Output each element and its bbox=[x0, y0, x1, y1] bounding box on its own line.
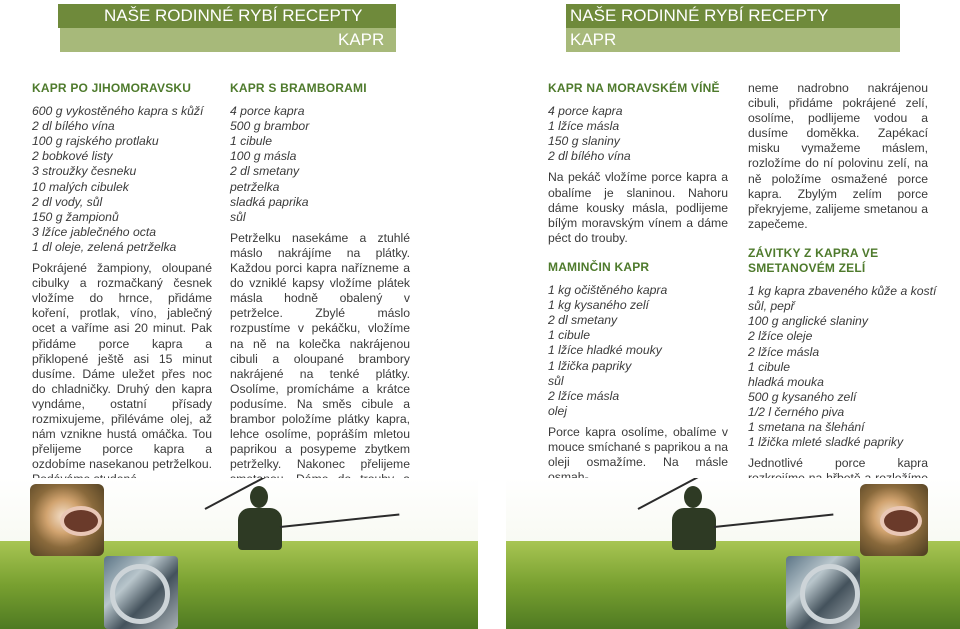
ingredient: 1 lžíce másla bbox=[548, 119, 620, 134]
recipe-instructions: Pokrájené žampiony, oloupané cibulky a rozmačkaný česnek vložíme do hrnce, přidáme koření, protlak, víno, jablečný ocet a vaříme asi 20 minut. Pak přidáme porce kapra a přiklopené ještě asi 15 minut dusíme. Dáme uležet přes noc do chladničky. Druhý den kapra vyndáme, ostatní přísady rozmixujeme, přiléváme olej, až nám vznikne hustá omáčka. Tou přelijeme porce kapra a ozdobíme nasekanou petrželkou. bbox=[32, 261, 212, 472]
ingredient: 2 bobkové listy bbox=[32, 149, 113, 164]
ingredient: 500 g kysaného zelí bbox=[748, 389, 857, 404]
ingredient: 1 lžička mleté sladké papriky bbox=[748, 435, 904, 450]
fishing-reel-photo bbox=[104, 556, 178, 629]
ingredient: 2 dl smetany bbox=[230, 164, 300, 179]
ingredient: 2 dl bílého vína bbox=[32, 119, 115, 134]
ingredient: 1 smetana na šlehání bbox=[748, 419, 865, 434]
ingredient: 1 cibule bbox=[748, 359, 791, 374]
ingredient: 4 porce kapra bbox=[230, 104, 305, 119]
left-header-subtitle: KAPR bbox=[338, 30, 385, 49]
ingredient: sladká paprika bbox=[230, 194, 309, 209]
fisherman-head bbox=[250, 486, 268, 508]
carp-mouth-photo bbox=[30, 484, 104, 556]
ingredient: 10 malých cibulek bbox=[32, 179, 129, 194]
ingredient: hladká mouka bbox=[748, 374, 824, 389]
ingredient: 3 stroužky česneku bbox=[32, 164, 137, 179]
right-header-subtitle: KAPR bbox=[570, 30, 617, 49]
right-header-title: NAŠE RODINNÉ RYBÍ RECEPTY bbox=[570, 6, 829, 25]
recipe-column-4 bbox=[748, 81, 937, 501]
ingredient: 600 g vykostěného kapra s kůží bbox=[32, 104, 204, 119]
ingredient: sůl bbox=[548, 373, 564, 388]
ingredient: 2 lžíce másla bbox=[548, 388, 620, 403]
recipe-title: KAPR NA MORAVSKÉM VÍNĚ bbox=[548, 81, 720, 95]
ingredient: 2 lžíce oleje bbox=[748, 329, 813, 344]
ingredient: petrželka bbox=[230, 179, 280, 194]
ingredient: 100 g másla bbox=[230, 149, 297, 164]
recipe-instructions: neme nadrobno nakrájenou cibuli, přidáme pokrájené zelí, osolíme, podlijeme vodou a dusíme doměkka. Zapékací misku vymažeme máslem, rozložíme do ní polovinu zelí, na ně položíme osmažené porce kapra. Zbylým zelím porce překryjeme, zalijeme smetanou a zapečeme. bbox=[748, 81, 928, 231]
fisherman-head bbox=[684, 486, 702, 508]
ingredient: 2 dl smetany bbox=[548, 313, 618, 328]
recipe-title: ZÁVITKY Z KAPRA VE SMETANOVÉM ZELÍ bbox=[748, 245, 879, 276]
recipe-column-2 bbox=[230, 81, 410, 518]
ingredient: 1 kg kapra zbaveného kůže a kostí bbox=[748, 284, 937, 299]
recipe-instructions: Na pekáč vložíme porce kapra a obalíme je slaninou. Nahoru dáme kousky másla, podlijeme bílým moravským vínem a dáme péct do trouby. bbox=[548, 170, 728, 245]
recipe-column-1 bbox=[32, 81, 212, 487]
ingredient: 150 g slaniny bbox=[548, 134, 620, 149]
ingredient: 500 g brambor bbox=[230, 119, 310, 134]
recipe-title: KAPR PO JIHOMORAVSKU bbox=[32, 81, 192, 95]
fisherman-silhouette bbox=[672, 508, 716, 550]
left-header-title: NAŠE RODINNÉ RYBÍ RECEPTY bbox=[104, 6, 363, 25]
ingredient: sůl, pepř bbox=[748, 299, 795, 314]
ingredient: 2 dl bílého vína bbox=[548, 149, 631, 164]
ingredient: olej bbox=[548, 403, 567, 418]
ingredient-list bbox=[548, 283, 728, 419]
ingredient: 1 cibule bbox=[230, 134, 273, 149]
fisherman-silhouette bbox=[238, 508, 282, 550]
ingredient: 1 dl oleje, zelená petrželka bbox=[32, 239, 177, 254]
ingredient: 1 lžička papriky bbox=[548, 358, 632, 373]
ingredient: 100 g rajského protlaku bbox=[32, 134, 159, 149]
carp-mouth-photo bbox=[860, 484, 928, 556]
ingredient: 150 g žampionů bbox=[32, 209, 119, 224]
ingredient: 4 porce kapra bbox=[548, 104, 623, 119]
ingredient-list bbox=[748, 284, 937, 450]
ingredient-list bbox=[230, 104, 410, 225]
recipe-instructions: Petrželku nasekáme a ztuhlé máslo nakrájíme na plátky. Každou porci kapra nařízneme a do vzniklé kapsy vložíme plátek másla hodně obalený v petrželce. Zbylé máslo rozpustíme v pekáčku, vložíme na ně na kolečka nakrájenou cibuli a oloupané brambory nakrájené na tenké plátky. Osolíme, promícháme a krátce podusíme. Na směs cibule a brambor položíme plátky kapra, lehce osolíme, popráším mletou paprikou a posypeme zbytkem petrželky. Nakonec přelijeme bbox=[230, 230, 410, 472]
ingredient: 100 g anglické slaniny bbox=[748, 314, 868, 329]
recipe-title: MAMINČIN KAPR bbox=[548, 259, 650, 274]
recipe-instructions: Porce kapra osolíme, obalíme v mouce smíchané s paprikou a na oleji osmažíme. Na másle bbox=[548, 424, 728, 470]
fishing-reel-photo bbox=[786, 556, 860, 629]
recipe-title: KAPR S BRAMBORAMI bbox=[230, 81, 367, 95]
ingredient: sůl bbox=[230, 209, 246, 224]
ingredient: 1 lžíce hladké mouky bbox=[548, 343, 662, 358]
ingredient: 1 kg kysaného zelí bbox=[548, 298, 649, 313]
ingredient: 1/2 l černého piva bbox=[748, 404, 845, 419]
ingredient: 1 kg očištěného kapra bbox=[548, 283, 668, 298]
recipe-column-3 bbox=[548, 81, 728, 485]
ingredient-list bbox=[548, 104, 728, 164]
ingredient: 2 dl vody, sůl bbox=[32, 194, 103, 209]
ingredient: 3 lžíce jablečného octa bbox=[32, 224, 156, 239]
ingredient-list bbox=[32, 104, 212, 255]
recipe-instructions: Jednotlivé porce kapra bbox=[748, 456, 928, 471]
ingredient: 1 cibule bbox=[548, 328, 591, 343]
ingredient: 2 lžíce másla bbox=[748, 344, 820, 359]
